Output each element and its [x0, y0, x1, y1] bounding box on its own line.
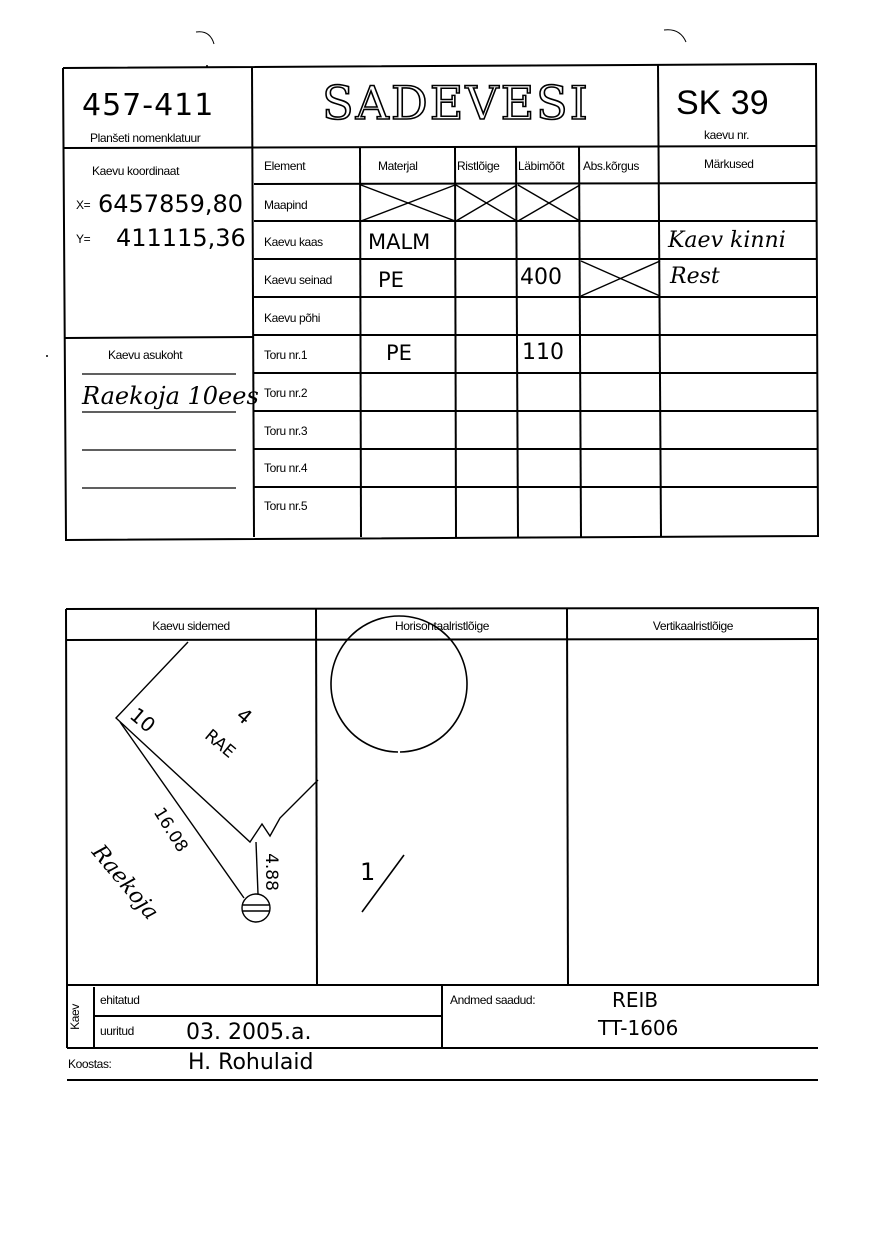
cell-material: PE [378, 268, 404, 292]
cell-notes: Rest [670, 264, 720, 289]
data-received-label: Andmed saadud: [450, 993, 536, 1007]
sketch-header-ties: Kaevu sidemed [152, 619, 230, 633]
footer-side-label: Kaev [67, 1004, 82, 1030]
data-received-value: REIB [612, 988, 659, 1012]
row-label: Toru nr.2 [264, 386, 308, 400]
y-prefix: Y= [76, 232, 91, 246]
row-label: Kaevu seinad [264, 273, 332, 287]
row-label: Toru nr.4 [264, 461, 308, 475]
row-label: Kaevu kaas [264, 235, 323, 249]
dim-10: 10 [125, 702, 161, 738]
cell-material: PE [386, 341, 412, 365]
location-label: Kaevu asukoht [108, 348, 183, 362]
data-received-number: TT-1606 [598, 1016, 679, 1040]
well-id: SK 39 [676, 84, 769, 122]
pipe-number: 1 [360, 858, 376, 886]
row-label: Toru nr.3 [264, 424, 308, 438]
house-number: 4 [231, 702, 257, 730]
dim-1608: 16.08 [148, 804, 192, 856]
header-element: Element [264, 159, 306, 173]
header-diameter: Läbimõõt [518, 159, 565, 173]
location-value: Raekoja 10ees [82, 382, 259, 410]
y-coordinate-value: 411115,36 [116, 224, 246, 252]
well-id-label: kaevu nr. [704, 128, 750, 142]
compiler-label: Koostas: [68, 1057, 112, 1071]
form-title: SADEVESI [322, 76, 590, 130]
built-label: ehitatud [100, 993, 140, 1007]
cell-diameter: 110 [522, 340, 564, 365]
dim-488: 4.88 [260, 853, 281, 891]
sketch-header-vertical: Vertikaalristlõige [652, 619, 734, 633]
nomenclature-label: Planšeti nomenklatuur [90, 131, 201, 145]
row-label: Toru nr.1 [264, 348, 308, 362]
x-coordinate-value: 6457859,80 [98, 190, 244, 218]
cell-notes: Kaev kinni [668, 228, 786, 253]
surveyed-label: uuritud [100, 1024, 134, 1038]
cell-material: MALM [368, 230, 431, 254]
header-abs-height: Abs.kõrgus [583, 159, 640, 173]
header-material: Materjal [378, 159, 418, 173]
row-label: Kaevu põhi [264, 311, 321, 325]
street-name: Raekoja [86, 840, 164, 925]
street-code: RAE [200, 725, 240, 763]
coordinates-label: Kaevu koordinaat [92, 164, 179, 178]
nomenclature-value: 457-411 [82, 88, 215, 123]
surveyed-value: 03. 2005.a. [186, 1020, 312, 1045]
row-label: Maapind [264, 198, 308, 212]
sketch-header-horizontal: Horisontaalristlõige [394, 619, 490, 633]
header-cross-section: Ristlõige [457, 159, 500, 173]
x-prefix: X= [76, 198, 91, 212]
row-label: Toru nr.5 [264, 499, 308, 513]
header-notes: Märkused [704, 157, 754, 171]
compiler-value: H. Rohulaid [188, 1050, 314, 1075]
cell-diameter: 400 [520, 265, 562, 290]
